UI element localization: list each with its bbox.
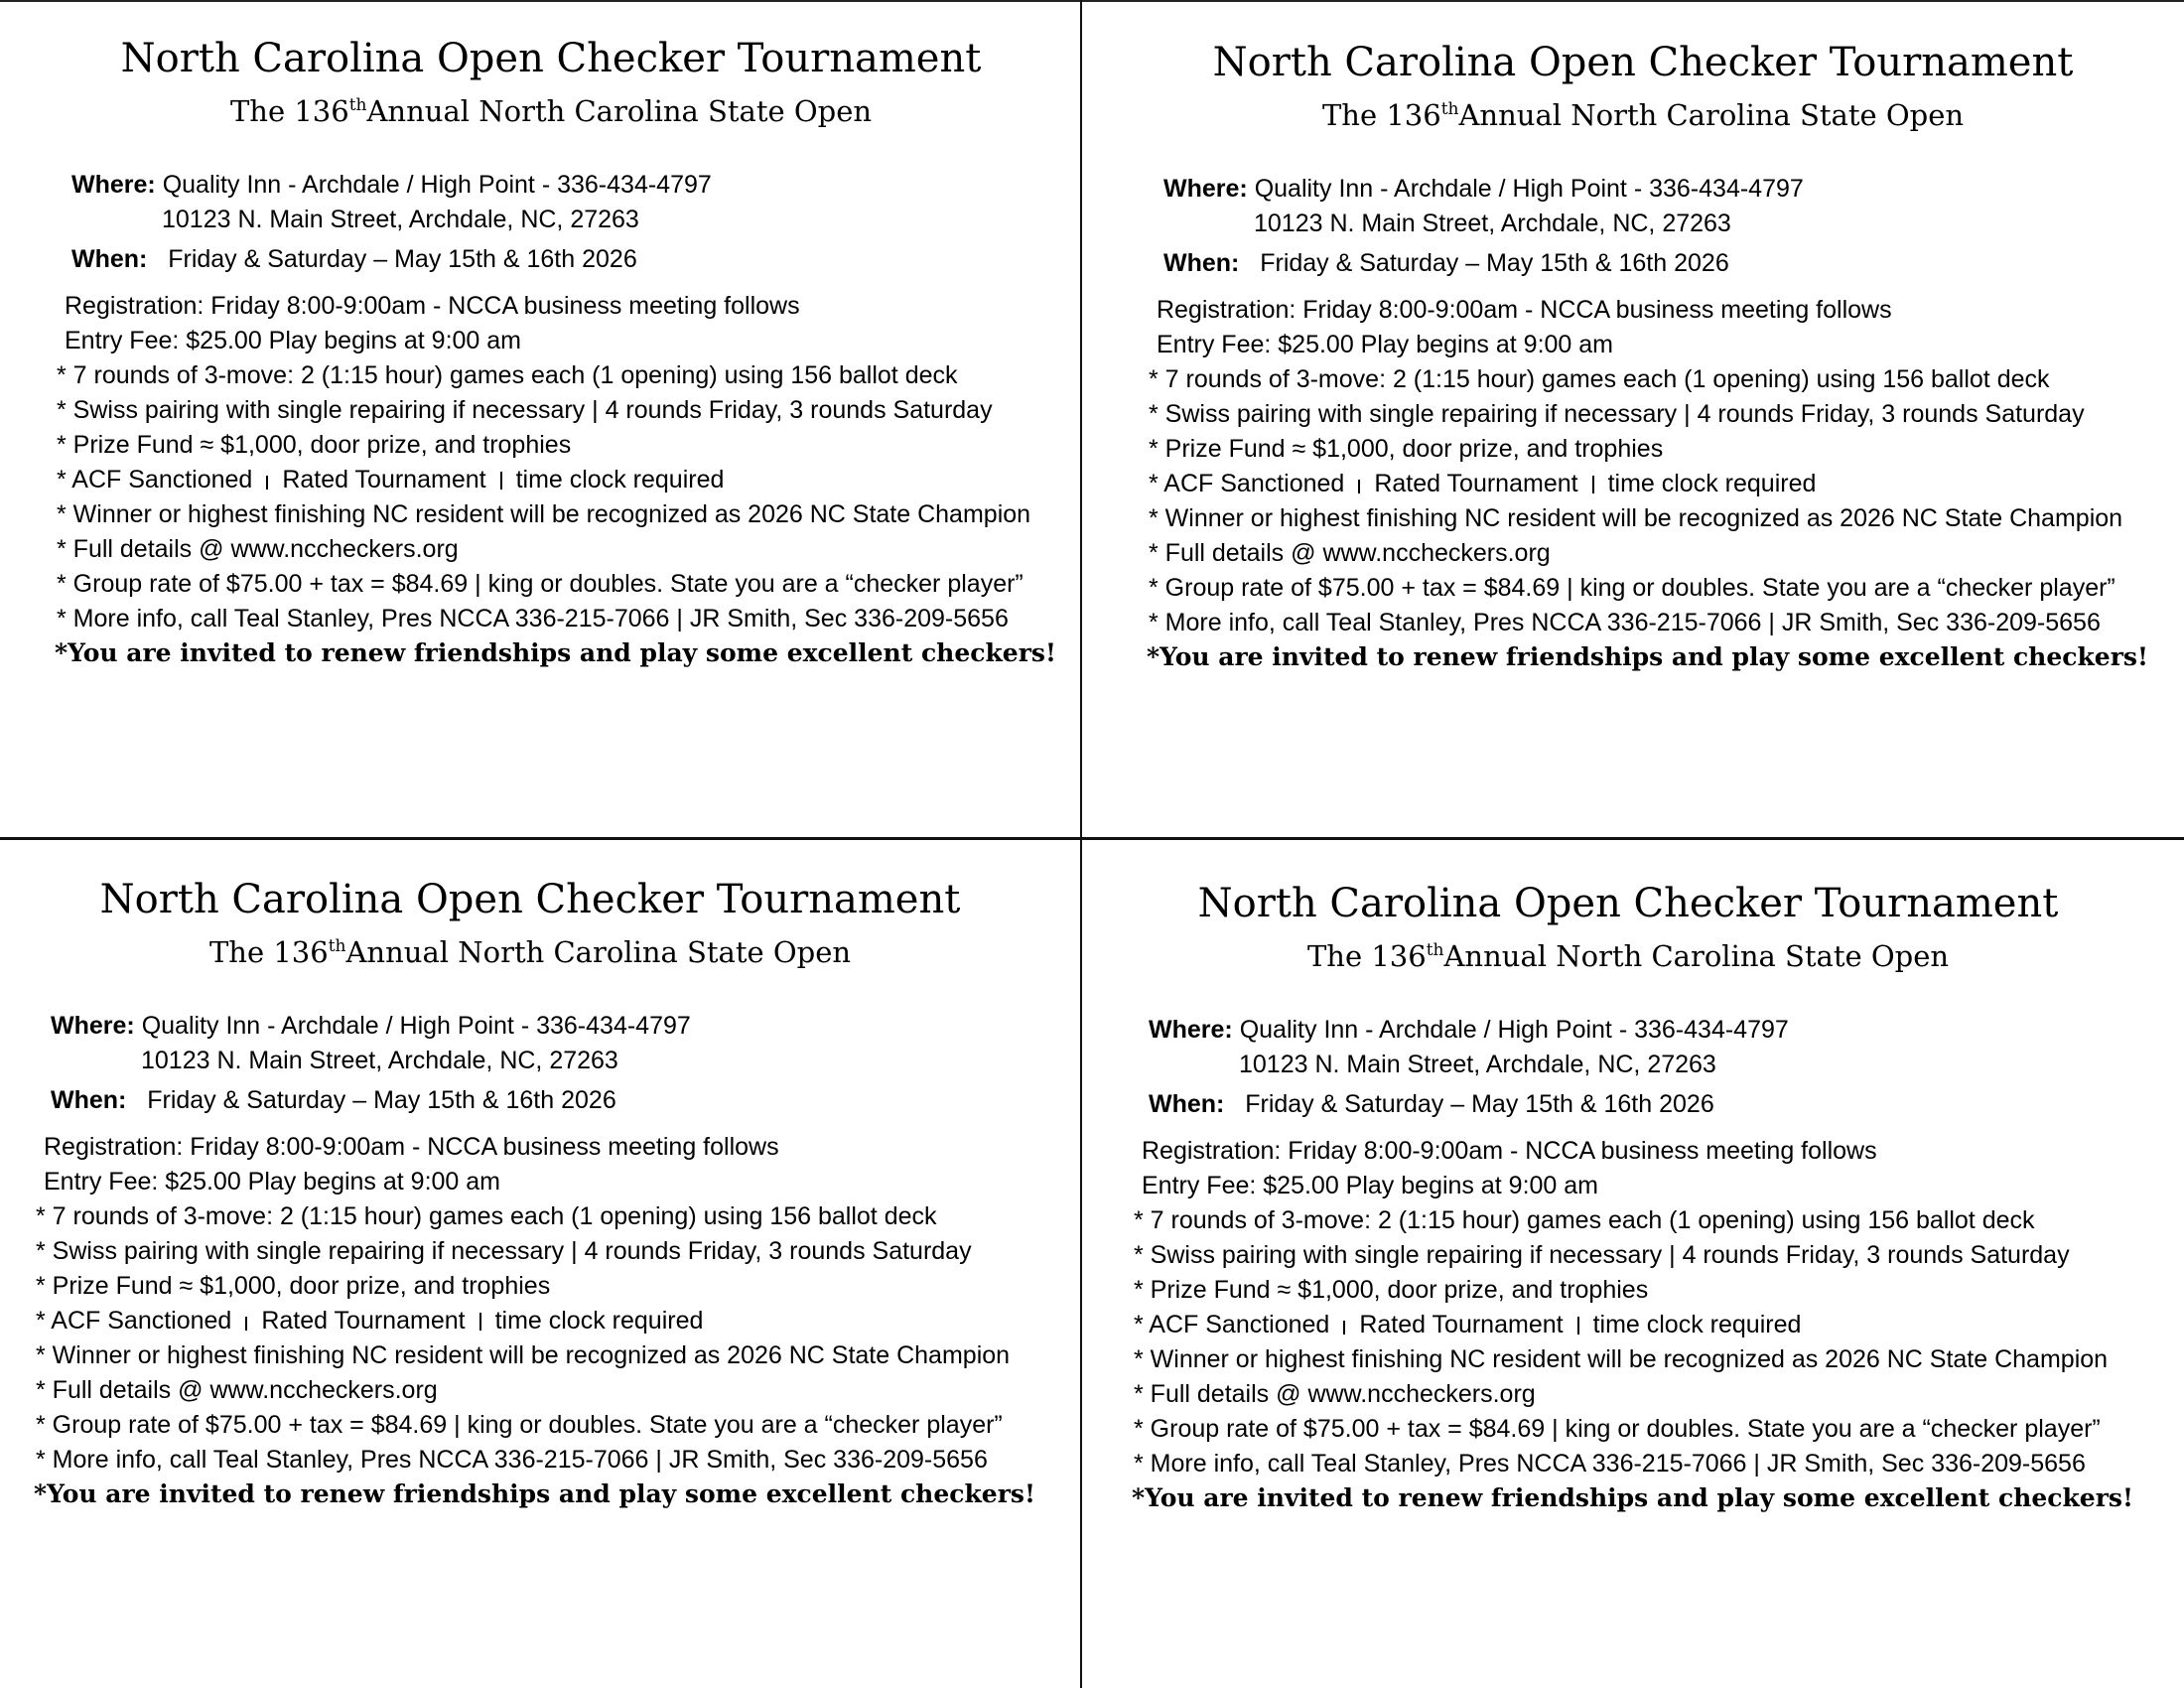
- horizontal-divider: [0, 837, 2184, 840]
- vertical-divider: [1080, 0, 1082, 1688]
- rounds-line: * 7 rounds of 3-move: 2 (1:15 hour) games each (1 opening) using 156 ballot deck: [36, 1202, 937, 1230]
- group-rate-line: * Group rate of $75.00 + tax = $84.69 | king or doubles. State you are a “checker player”: [36, 1411, 1003, 1439]
- registration-line: Registration: Friday 8:00-9:00am - NCCA business meeting follows: [65, 292, 800, 320]
- where-label: Where:: [71, 171, 156, 199]
- swiss-line: * Swiss pairing with single repairing if necessary | 4 rounds Friday, 3 rounds Saturday: [1134, 1241, 2070, 1269]
- acf-line: * ACF Sanctioned Rated Tournament time clock required: [1149, 470, 1817, 497]
- more-info-line: * More info, call Teal Stanley, Pres NCCA 336-215-7066 | JR Smith, Sec 336-209-5656: [1134, 1450, 2086, 1477]
- entry-fee-line: Entry Fee: $25.00 Play begins at 9:00 am: [1142, 1172, 1598, 1199]
- winner-line: * Winner or highest finishing NC resident will be recognized as 2026 NC State Champion: [36, 1341, 1011, 1369]
- rounds-line: * 7 rounds of 3-move: 2 (1:15 hour) games each (1 opening) using 156 ballot deck: [1149, 365, 2050, 393]
- top-border: [0, 0, 2184, 2]
- when-label: When:: [71, 245, 148, 273]
- swiss-line: * Swiss pairing with single repairing if necessary | 4 rounds Friday, 3 rounds Saturday: [57, 396, 993, 424]
- where-line: [51, 1012, 691, 1041]
- details-line: * Full details @ www.nccheckers.org: [1134, 1380, 1536, 1408]
- more-info-line: * More info, call Teal Stanley, Pres NCCA 336-215-7066 | JR Smith, Sec 336-209-5656: [57, 605, 1009, 633]
- invite-line: *You are invited to renew friendships and play some excellent checkers!: [55, 638, 1056, 667]
- details-line: * Full details @ www.nccheckers.org: [36, 1376, 438, 1404]
- prize-line: * Prize Fund ≈ $1,000, door prize, and trophies: [36, 1272, 551, 1300]
- winner-line: * Winner or highest finishing NC resident will be recognized as 2026 NC State Champion: [1134, 1345, 2109, 1373]
- entry-fee-line: Entry Fee: $25.00 Play begins at 9:00 am: [65, 327, 521, 354]
- where-address: 10123 N. Main Street, Archdale, NC, 27263: [1239, 1051, 1716, 1078]
- flyer-subtitle: The 136thAnnual North Carolina State Open: [1321, 98, 1965, 132]
- flyer-title: North Carolina Open Checker Tournament: [1212, 40, 2074, 85]
- where-venue: Quality Inn - Archdale / High Point - 336-434-4797: [141, 1012, 691, 1040]
- when-line: [71, 245, 637, 274]
- where-venue: Quality Inn - Archdale / High Point - 336-434-4797: [1239, 1016, 1789, 1044]
- invite-line: *You are invited to renew friendships and play some excellent checkers!: [1147, 642, 2148, 671]
- when-line: [1149, 1090, 1714, 1119]
- when-value: Friday & Saturday – May 15th & 16th 2026: [1245, 1090, 1714, 1118]
- where-venue: Quality Inn - Archdale / High Point - 336-434-4797: [1254, 175, 1804, 203]
- acf-line: * ACF Sanctioned Rated Tournament time clock required: [1134, 1311, 1802, 1338]
- flyer-title: North Carolina Open Checker Tournament: [1197, 881, 2059, 926]
- group-rate-line: * Group rate of $75.00 + tax = $84.69 | king or doubles. State you are a “checker player”: [1134, 1415, 2101, 1443]
- when-line: [51, 1086, 616, 1115]
- details-line: * Full details @ www.nccheckers.org: [1149, 539, 1551, 567]
- entry-fee-line: Entry Fee: $25.00 Play begins at 9:00 am: [44, 1168, 500, 1196]
- more-info-line: * More info, call Teal Stanley, Pres NCCA 336-215-7066 | JR Smith, Sec 336-209-5656: [1149, 609, 2101, 636]
- where-line: [71, 171, 712, 200]
- where-address: 10123 N. Main Street, Archdale, NC, 27263: [162, 206, 639, 233]
- group-rate-line: * Group rate of $75.00 + tax = $84.69 | king or doubles. State you are a “checker player”: [1149, 574, 2116, 602]
- where-label: Where:: [1149, 1016, 1233, 1044]
- acf-line: * ACF Sanctioned Rated Tournament time clock required: [57, 466, 725, 493]
- where-venue: Quality Inn - Archdale / High Point - 336-434-4797: [162, 171, 712, 199]
- flyer-title: North Carolina Open Checker Tournament: [99, 877, 961, 922]
- when-value: Friday & Saturday – May 15th & 16th 2026: [1260, 249, 1729, 277]
- where-line: [1149, 1016, 1789, 1045]
- entry-fee-line: Entry Fee: $25.00 Play begins at 9:00 am: [1157, 331, 1613, 358]
- group-rate-line: * Group rate of $75.00 + tax = $84.69 | king or doubles. State you are a “checker player”: [57, 570, 1024, 598]
- registration-line: Registration: Friday 8:00-9:00am - NCCA business meeting follows: [1157, 296, 1892, 324]
- invite-line: *You are invited to renew friendships and play some excellent checkers!: [34, 1479, 1035, 1508]
- winner-line: * Winner or highest finishing NC resident will be recognized as 2026 NC State Champion: [57, 500, 1031, 528]
- where-label: Where:: [1163, 175, 1248, 203]
- prize-line: * Prize Fund ≈ $1,000, door prize, and trophies: [57, 431, 572, 459]
- details-line: * Full details @ www.nccheckers.org: [57, 535, 459, 563]
- winner-line: * Winner or highest finishing NC resident will be recognized as 2026 NC State Champion: [1149, 504, 2123, 532]
- acf-line: * ACF Sanctioned Rated Tournament time clock required: [36, 1307, 704, 1335]
- when-label: When:: [1163, 249, 1240, 277]
- more-info-line: * More info, call Teal Stanley, Pres NCCA 336-215-7066 | JR Smith, Sec 336-209-5656: [36, 1446, 988, 1474]
- where-address: 10123 N. Main Street, Archdale, NC, 27263: [1254, 210, 1731, 237]
- invite-line: *You are invited to renew friendships and play some excellent checkers!: [1132, 1483, 2133, 1512]
- swiss-line: * Swiss pairing with single repairing if necessary | 4 rounds Friday, 3 rounds Saturday: [36, 1237, 972, 1265]
- rounds-line: * 7 rounds of 3-move: 2 (1:15 hour) games each (1 opening) using 156 ballot deck: [57, 361, 958, 389]
- when-value: Friday & Saturday – May 15th & 16th 2026: [168, 245, 637, 273]
- prize-line: * Prize Fund ≈ $1,000, door prize, and trophies: [1149, 435, 1664, 463]
- flyer-subtitle: The 136thAnnual North Carolina State Open: [1306, 939, 1950, 973]
- where-address: 10123 N. Main Street, Archdale, NC, 27263: [141, 1047, 618, 1074]
- when-label: When:: [51, 1086, 127, 1114]
- flyer-title: North Carolina Open Checker Tournament: [120, 36, 982, 81]
- prize-line: * Prize Fund ≈ $1,000, door prize, and trophies: [1134, 1276, 1649, 1304]
- when-line: [1163, 249, 1729, 278]
- where-line: [1163, 175, 1804, 204]
- registration-line: Registration: Friday 8:00-9:00am - NCCA business meeting follows: [1142, 1137, 1877, 1165]
- flyer-subtitle: The 136thAnnual North Carolina State Open: [208, 935, 852, 969]
- when-label: When:: [1149, 1090, 1225, 1118]
- rounds-line: * 7 rounds of 3-move: 2 (1:15 hour) games each (1 opening) using 156 ballot deck: [1134, 1206, 2035, 1234]
- where-label: Where:: [51, 1012, 135, 1040]
- swiss-line: * Swiss pairing with single repairing if necessary | 4 rounds Friday, 3 rounds Saturday: [1149, 400, 2085, 428]
- flyer-subtitle: The 136thAnnual North Carolina State Open: [229, 94, 873, 128]
- when-value: Friday & Saturday – May 15th & 16th 2026: [147, 1086, 616, 1114]
- registration-line: Registration: Friday 8:00-9:00am - NCCA business meeting follows: [44, 1133, 779, 1161]
